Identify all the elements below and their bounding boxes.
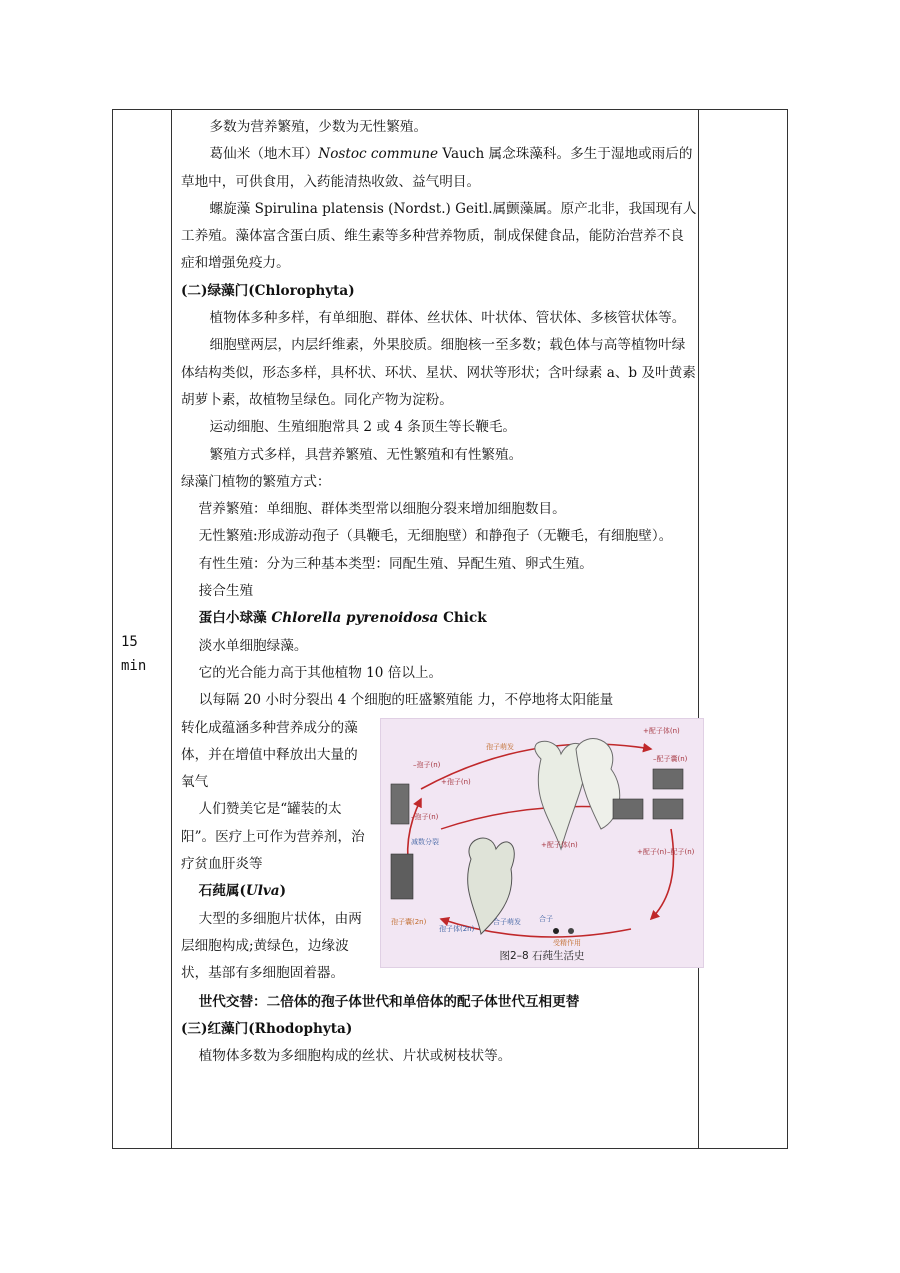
paragraph: 转化成蕴涵多种营养成分的藻体，并在增值中释放出大量的氧气 [181, 719, 358, 791]
figure-label: 受精作用 [553, 938, 581, 947]
text-run: Chick [438, 610, 487, 627]
paragraph: 细胞壁两层，内层纤维素，外果胶质。细胞核一至多数；载色体与高等植物叶绿体结构类似，形态多样，具杯状、环状、星状、网状等形状；含叶绿素 a、b 及叶黄素胡萝卜素，故植物呈绿色。同化产物为淀粉。 [181, 337, 696, 408]
left-text-column [181, 715, 371, 988]
section-heading: (二)绿藻门(Chlorophyta) [181, 282, 355, 299]
paragraph: 以每隔 20 小时分裂出 4 个细胞的旺盛繁殖能 力，不停地将太阳能量 [198, 692, 614, 709]
figure-label: 孢子体(2n) [439, 924, 475, 933]
column-divider [171, 110, 172, 1148]
paragraph: 淡水单细胞绿藻。 [198, 637, 308, 654]
figure-label: +配子体(n) [541, 840, 578, 849]
text-run: 蛋白小球藻 [198, 610, 272, 627]
column-divider [698, 110, 699, 1148]
cycle-arrow [651, 829, 674, 919]
zygote-cell [568, 928, 574, 934]
figure-label: +配子(n) [637, 847, 667, 856]
paragraph: 多数为营养繁殖，少数为无性繁殖。 [209, 119, 428, 135]
paragraph: 营养繁殖：单细胞、群体类型常以细胞分裂来增加细胞数目。 [198, 501, 566, 518]
figure-label: –孢子(n) [413, 760, 441, 769]
paragraph: 繁殖方式多样，具营养繁殖、无性繁殖和有性繁殖。 [209, 446, 523, 463]
cell-layer [391, 784, 409, 824]
time-unit: min [121, 658, 147, 674]
zygote-cell [553, 928, 559, 934]
figure-label: +孢子(n) [441, 777, 471, 786]
text-run: ) [279, 883, 287, 900]
figure-label: 减数分裂 [411, 837, 439, 846]
cell-layer [653, 769, 683, 789]
paragraph: 它的光合能力高于其他植物 10 倍以上。 [198, 664, 443, 681]
emphasis-paragraph: 世代交替：二倍体的孢子体世代和单倍体的配子体世代互相更替 [198, 993, 580, 1010]
float-section [181, 715, 697, 989]
time-cell [121, 630, 146, 678]
paragraph: 螺旋藻 Spirulina platensis (Nordst.) Geitl.属颤藻属。原产北非，我国现有人工养殖。藻体富含蛋白质、维生素等多种营养物质，制成保健食品，能防治营养不良症和增强免疫力。 [181, 200, 697, 272]
figure-label: –配子囊(n) [653, 754, 688, 763]
figure-label: 合子 [539, 914, 553, 923]
lesson-table [112, 109, 788, 1149]
time-value: 15 [121, 634, 138, 650]
ulva-life-cycle-figure [380, 718, 704, 968]
life-cycle-diagram [381, 719, 703, 967]
figure-caption: 图2–8 石莼生活史 [499, 949, 585, 962]
paragraph: 无性繁殖:形成游动孢子（具鞭毛，无细胞壁）和静孢子（无鞭毛，有细胞壁）。 [198, 528, 673, 545]
figure-label: +配子体(n) [643, 726, 680, 735]
text-run: 葛仙米（地木耳） [209, 146, 319, 163]
content-cell [181, 114, 697, 1070]
text-run: 石莼属( [198, 883, 246, 900]
text-run: Vauch 属念珠藻科。多生于湿地或雨后的草地中，可供食用，入药能清热收敛、益气明目。 [181, 146, 693, 190]
figure-label: 孢子萌发 [486, 742, 514, 751]
paragraph [181, 141, 697, 196]
paragraph: 植物体多种多样，有单细胞、群体、丝状体、叶状体、管状体、多核管状体等。 [209, 310, 686, 327]
latin-name: Nostoc commune [318, 146, 439, 163]
figure-label: –配子(n) [667, 847, 695, 856]
paragraph: 运动细胞、生殖细胞常具 2 或 4 条顶生等长鞭毛。 [209, 419, 517, 436]
paragraph: 绿藻门植物的繁殖方式： [181, 473, 331, 490]
figure-label: 孢子囊(2n) [391, 917, 427, 926]
paragraph: 大型的多细胞片状体，由两层细胞构成;黄绿色，边缘波状，基部有多细胞固着器。 [181, 910, 362, 982]
cell-layer [613, 799, 643, 819]
latin-name: Chlorella pyrenoidosa [271, 610, 439, 627]
figure-label: –孢子(n) [411, 812, 439, 821]
cell-layer [653, 799, 683, 819]
paragraph: 人们赞美它是“罐装的太阳”。医疗上可作为营养剂，治疗贫血肝炎等 [181, 801, 365, 873]
paragraph: 植物体多数为多细胞构成的丝状、片状或树枝状等。 [198, 1048, 512, 1065]
paragraph: 接合生殖 [198, 583, 254, 600]
paragraph: 有性生殖：分为三种基本类型：同配生殖、异配生殖、卵式生殖。 [198, 555, 593, 572]
section-heading: (三)红藻门(Rhodophyta) [181, 1020, 353, 1037]
cell-layer [391, 854, 413, 899]
subsection-heading [181, 605, 697, 632]
latin-name: Ulva [245, 883, 280, 900]
subsection-heading [181, 878, 371, 905]
figure-label: 合子萌发 [493, 917, 521, 926]
